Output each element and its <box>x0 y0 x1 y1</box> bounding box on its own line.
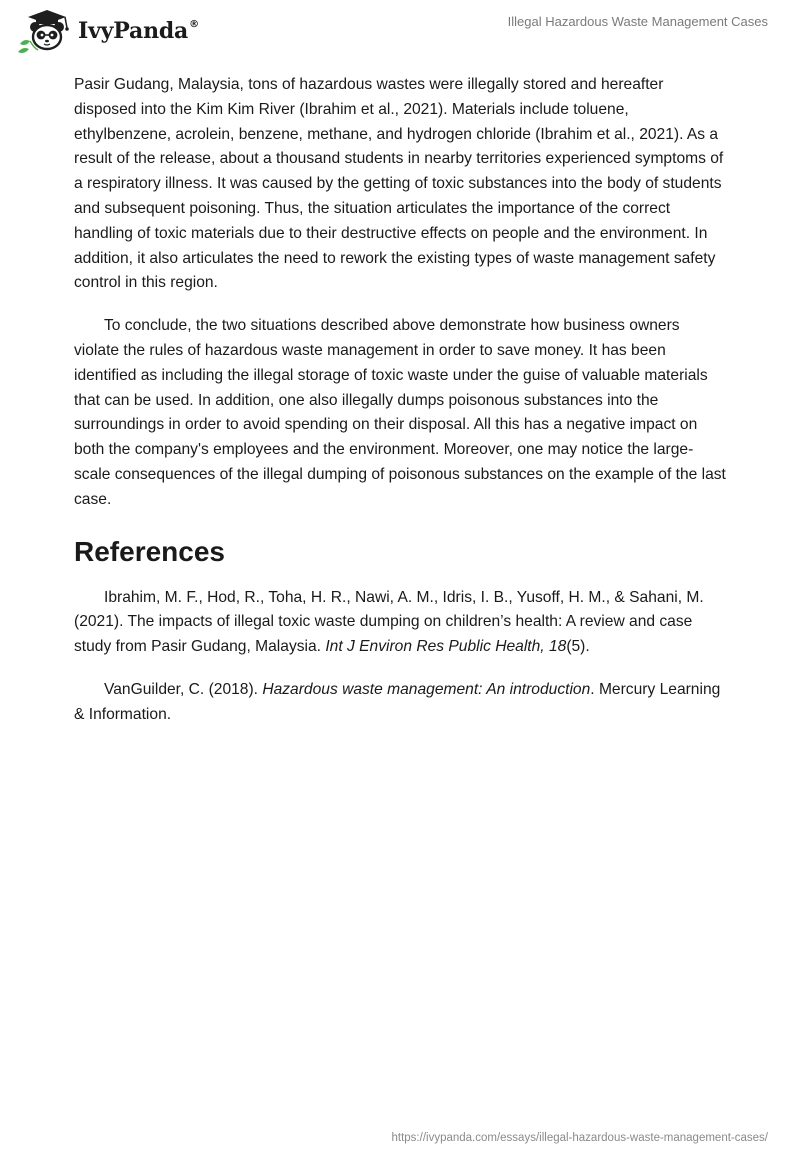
registered-mark: ® <box>189 19 199 30</box>
reference-2-text: VanGuilder, C. (2018). <box>104 680 263 698</box>
body-paragraph-2: To conclude, the two situations described above demonstrate how business owners violate the rules of hazardous waste management in order to save money. It has been identified as including the illegal storage of toxic waste under the guise of valuable materials that can be used. In addition, one also illegally dumps poisonous substances into the surroundings in order to avoid spending on their disposal. All this has a negative impact on both the company's employees and the environment. Moreover, one may notice the large-scale consequences of the illegal dumping of poisonous substances on the example of the last case. <box>74 317 726 508</box>
body-paragraph-1: Pasir Gudang, Malaysia, tons of hazardous wastes were illegally stored and hereafter disposed into the Kim Kim River (Ibrahim et al., 2021). Materials include toluene, ethylbenzene, acrolein, benzene, methane, and hydrogen chloride (Ibrahim et al., 2021). As a result of the release, about a thousand students in nearby territories experienced symptoms of a respiratory illness. It was caused by the getting of toxic substances into the body of students and subsequent poisoning. Thus, the situation articulates the importance of the correct handling of toxic materials due to their destructive effects on people and the environment. In addition, it also articulates the need to rework the existing types of waste management safety control in this region. <box>74 76 724 292</box>
reference-1-text: Ibrahim, M. F., Hod, R., Toha, H. R., Nawi, A. M., Idris, I. B., Yusoff, H. M., & Sahani, M. (2021). The impacts of illegal toxic waste dumping on children’s health: A review and case study from Pasir Gudang, Malaysia. <box>74 588 704 656</box>
reference-item-1 <box>74 586 728 660</box>
reference-1-journal: Int J Environ Res Public Health, 18 <box>325 638 567 656</box>
panda-graduate-icon <box>14 8 76 56</box>
reference-2-title: Hazardous waste management: An introduction <box>262 680 591 698</box>
references-heading: References <box>74 535 225 567</box>
reference-2-tail: . Mercury Learning & Information. <box>74 680 721 723</box>
brand-name: IvyPanda® <box>78 18 199 44</box>
reference-item-2 <box>74 678 728 728</box>
ivypanda-logo[interactable] <box>14 8 199 56</box>
page-header <box>0 0 800 70</box>
reference-1-tail: (5). <box>566 638 590 656</box>
essay-content <box>74 73 728 746</box>
source-url[interactable]: https://ivypanda.com/essays/illegal-hazardous-waste-management-cases/ <box>391 1132 768 1144</box>
document-title: Illegal Hazardous Waste Management Cases <box>507 14 768 29</box>
